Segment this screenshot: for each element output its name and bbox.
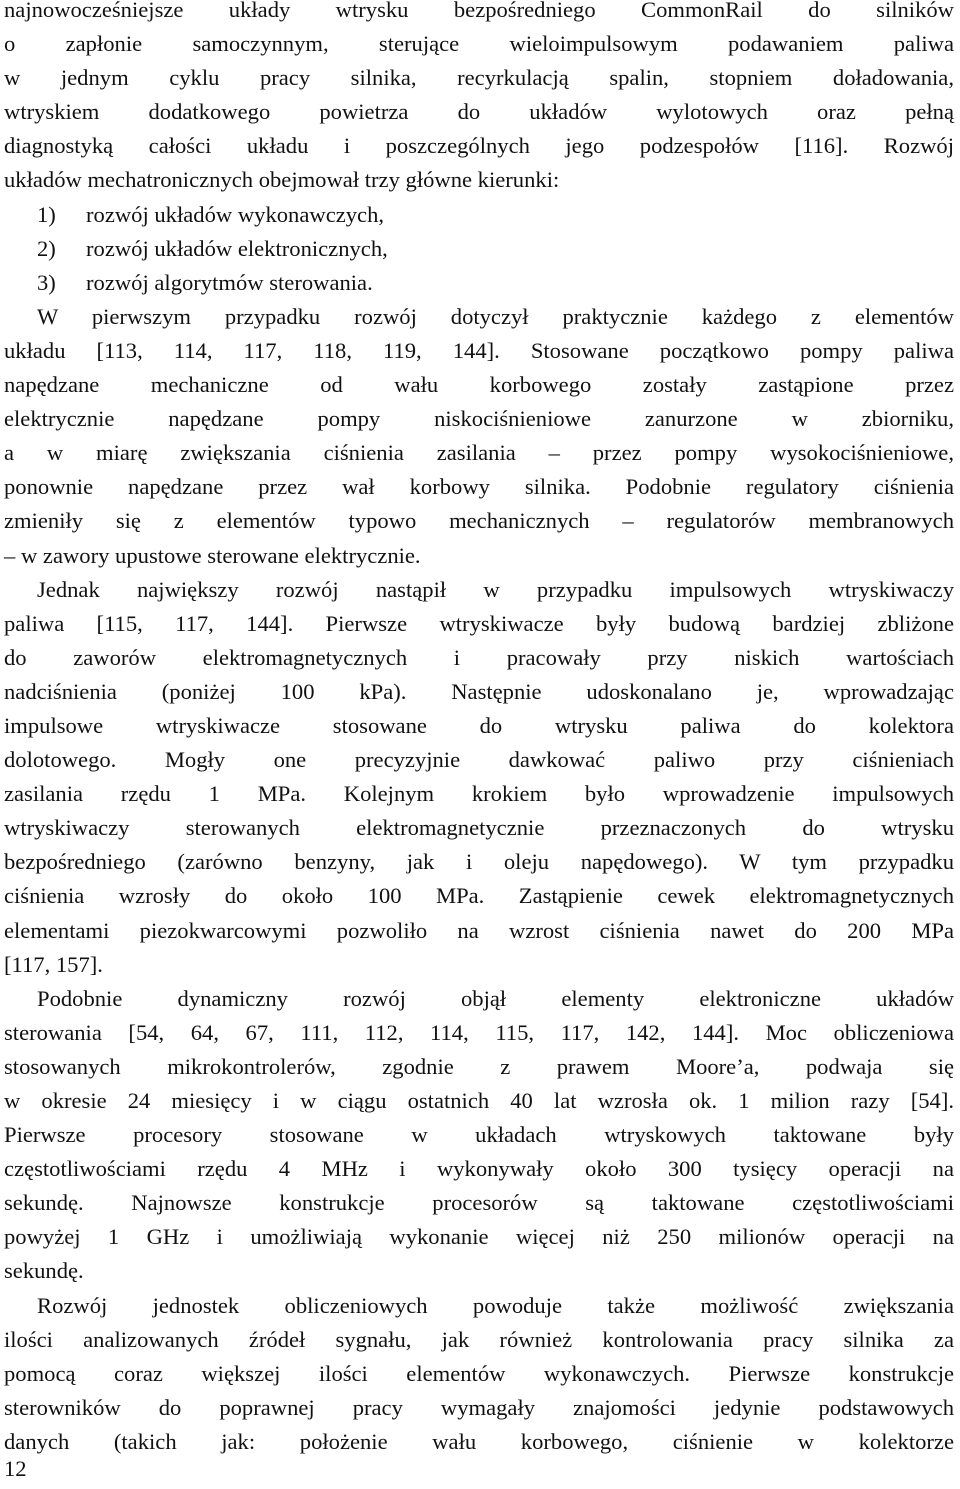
body-text [4, 0, 954, 1459]
text-line: o zapłonie samoczynnym, sterujące wieloimpulsowym podawaniem paliwa [4, 31, 954, 57]
text-line: pomocą coraz większej ilości elementów wykonawczych. Pierwsze konstrukcje [4, 1360, 954, 1386]
text-line: impulsowe wtryskiwacze stosowane do wtrysku paliwa do kolektora [4, 712, 954, 738]
text-line: elementami piezokwarcowymi pozwoliło na wzrost ciśnienia nawet do 200 MPa [4, 917, 954, 943]
list-item-number: 3) [37, 269, 56, 295]
list-item [4, 266, 954, 300]
text-line: ponownie napędzane przez wał korbowy silnika. Podobnie regulatory ciśnienia [4, 474, 954, 500]
text-line: [117, 157]. [4, 951, 103, 977]
paragraph-injectors [4, 573, 954, 982]
text-line: sterowników do poprawnej pracy wymagały znajomości jedynie podstawowych [4, 1394, 954, 1420]
text-line: do zaworów elektromagnetycznych i pracowały przy niskich wartościach [4, 644, 954, 670]
text-line: sterowania [54, 64, 67, 111, 112, 114, 115, 117, 142, 144]. Moc obliczeniowa [4, 1019, 954, 1045]
paragraph-electronics [4, 982, 954, 1289]
text-line: sekundę. Najnowsze konstrukcje procesorów są taktowane częstotliwościami [4, 1190, 954, 1216]
text-line: – w zawory upustowe sterowane elektrycznie. [4, 542, 421, 568]
text-line: napędzane mechaniczne od wału korbowego zostały zastąpione przez [4, 372, 954, 398]
list-item [4, 198, 954, 232]
text-line: Jednak największy rozwój nastąpił w przypadku impulsowych wtryskiwaczy [37, 576, 954, 602]
text-line: Pierwsze procesory stosowane w układach wtryskowych taktowane były [4, 1122, 954, 1148]
text-line: elektrycznie napędzane pompy niskociśnieniowe zanurzone w zbiorniku, [4, 406, 954, 432]
text-line: częstotliwościami rzędu 4 MHz i wykonywały około 300 tysięcy operacji na [4, 1156, 954, 1182]
text-line: dolotowego. Mogły one precyzyjnie dawkować paliwo przy ciśnieniach [4, 747, 954, 773]
paragraph-actuators [4, 300, 954, 573]
paragraph-computing-units [4, 1289, 954, 1459]
list-item-number: 1) [37, 201, 56, 227]
text-line: nadciśnienia (poniżej 100 kPa). Następnie udoskonalano je, wprowadzając [4, 678, 954, 704]
text-line: stosowanych mikrokontrolerów, zgodnie z prawem Moore’a, podwaja się [4, 1053, 954, 1079]
text-line: diagnostyką całości układu i poszczególnych jego podzespołów [116]. Rozwój [4, 133, 954, 159]
text-line: bezpośredniego (zarówno benzyny, jak i oleju napędowego). W tym przypadku [4, 849, 954, 875]
text-line: w okresie 24 miesięcy i w ciągu ostatnich 40 lat wzrosła ok. 1 milion razy [54]. [4, 1088, 954, 1113]
text-line: W pierwszym przypadku rozwój dotyczył praktycznie każdego z elementów [37, 303, 954, 329]
list-item-number: 2) [37, 235, 56, 261]
text-line: Rozwój jednostek obliczeniowych powoduje także możliwość zwiększania [37, 1292, 954, 1318]
text-line: ilości analizowanych źródeł sygnału, jak również kontrolowania pracy silnika za [4, 1326, 954, 1352]
text-line: zmieniły się z elementów typowo mechanicznych – regulatorów membranowych [4, 508, 954, 534]
text-line: wtryskiwaczy sterowanych elektromagnetycznie przeznaczonych do wtrysku [4, 815, 954, 841]
paragraph-intro [4, 0, 954, 198]
list-item-text: rozwój układów elektronicznych, [86, 235, 388, 261]
list-item-text: rozwój algorytmów sterowania. [86, 269, 373, 295]
text-line: Podobnie dynamiczny rozwój objął elementy elektroniczne układów [37, 985, 954, 1011]
text-line: danych (takich jak: położenie wału korbowego, ciśnienie w kolektorze [4, 1428, 954, 1454]
list-item-text: rozwój układów wykonawczych, [86, 201, 385, 227]
text-line: wtryskiem dodatkowego powietrza do układów wylotowych oraz pełną [4, 99, 954, 125]
text-line: sekundę. [4, 1258, 84, 1284]
development-directions-list [4, 198, 954, 300]
text-line: paliwa [115, 117, 144]. Pierwsze wtryskiwacze były budową bardziej zbliżone [4, 610, 954, 636]
text-line: w jednym cyklu pracy silnika, recyrkulacją spalin, stopniem doładowania, [4, 65, 954, 91]
text-line: układów mechatronicznych obejmował trzy główne kierunki: [4, 167, 560, 193]
page-number: 12 [4, 1456, 27, 1481]
text-line: układu [113, 114, 117, 118, 119, 144]. Stosowane początkowo pompy paliwa [4, 337, 954, 363]
text-line: zasilania rzędu 1 MPa. Kolejnym krokiem było wprowadzenie impulsowych [4, 781, 954, 807]
text-line: najnowocześniejsze układy wtrysku bezpośredniego CommonRail do silników [4, 0, 954, 22]
text-line: a w miarę zwiększania ciśnienia zasilania – przez pompy wysokociśnieniowe, [4, 440, 954, 466]
list-item [4, 232, 954, 266]
text-line: ciśnienia wzrosły do około 100 MPa. Zastąpienie cewek elektromagnetycznych [4, 883, 954, 909]
text-line: powyżej 1 GHz i umożliwiają wykonanie więcej niż 250 milionów operacji na [4, 1224, 954, 1250]
